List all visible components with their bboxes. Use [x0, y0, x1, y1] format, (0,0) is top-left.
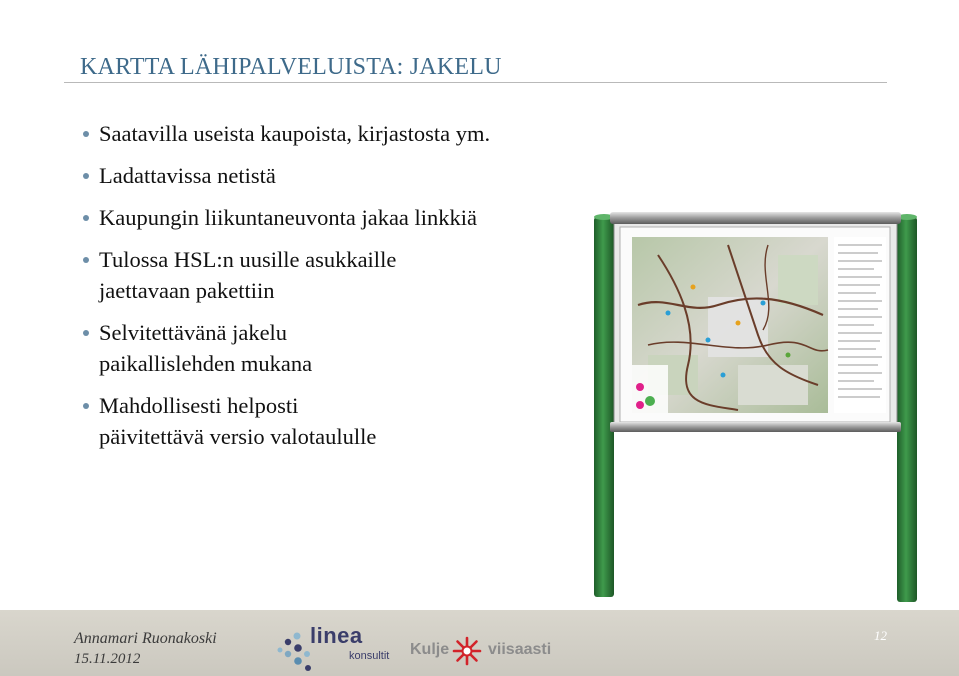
page-number: 12 — [874, 628, 887, 643]
bullet-dot-icon — [83, 257, 89, 263]
bullet-text-continued: jaettavaan pakettiin — [99, 278, 275, 303]
bullet-item — [80, 390, 580, 452]
bullet-dot-icon — [83, 215, 89, 221]
billboard-illustration — [588, 205, 923, 605]
bullet-dot-icon — [83, 173, 89, 179]
linea-logo — [274, 623, 404, 672]
bullet-text-continued: päivitettävä versio valotaululle — [99, 424, 377, 449]
bullet-dot-icon — [83, 330, 89, 336]
linea-dots-icon — [274, 626, 314, 672]
bullet-item — [80, 202, 580, 233]
bullet-item — [80, 244, 580, 306]
bullet-text-continued: paikallislehden mukana — [99, 351, 313, 376]
slide-title: KARTTA LÄHIPALVELUISTA: JAKELU — [80, 54, 502, 80]
bullet-dot-icon — [83, 403, 89, 409]
footer — [0, 610, 959, 676]
bullet-list — [80, 118, 580, 463]
linea-subtitle: konsultit — [349, 650, 390, 662]
bullet-dot-icon — [83, 131, 89, 137]
bullet-item — [80, 160, 580, 191]
map-billboard-icon — [588, 205, 923, 605]
footer-date: 15.11.2012 — [74, 651, 141, 667]
linea-wordmark: linea — [310, 623, 363, 648]
bullet-text: Saatavilla useista kaupoista, kirjastosta ym. — [99, 121, 491, 146]
bullet-text: Kaupungin liikuntaneuvonta jakaa linkkiä — [99, 205, 478, 230]
sun-burst-icon — [452, 636, 482, 666]
bullet-text: Mahdollisesti helposti — [99, 393, 299, 418]
kulje-wordmark: Kulje — [410, 641, 450, 658]
bullet-item — [80, 317, 580, 379]
bullet-text: Tulossa HSL:n uusille asukkaille — [99, 247, 397, 272]
kulje-viisaasti-logo — [410, 636, 560, 670]
bullet-text: Selvitettävänä jakelu — [99, 320, 288, 345]
viisaasti-wordmark: viisaasti — [488, 641, 552, 658]
title-divider — [64, 82, 887, 83]
bullet-item — [80, 118, 580, 149]
footer-author: Annamari Ruonakoski — [74, 630, 217, 647]
bullet-text: Ladattavissa netistä — [99, 163, 276, 188]
